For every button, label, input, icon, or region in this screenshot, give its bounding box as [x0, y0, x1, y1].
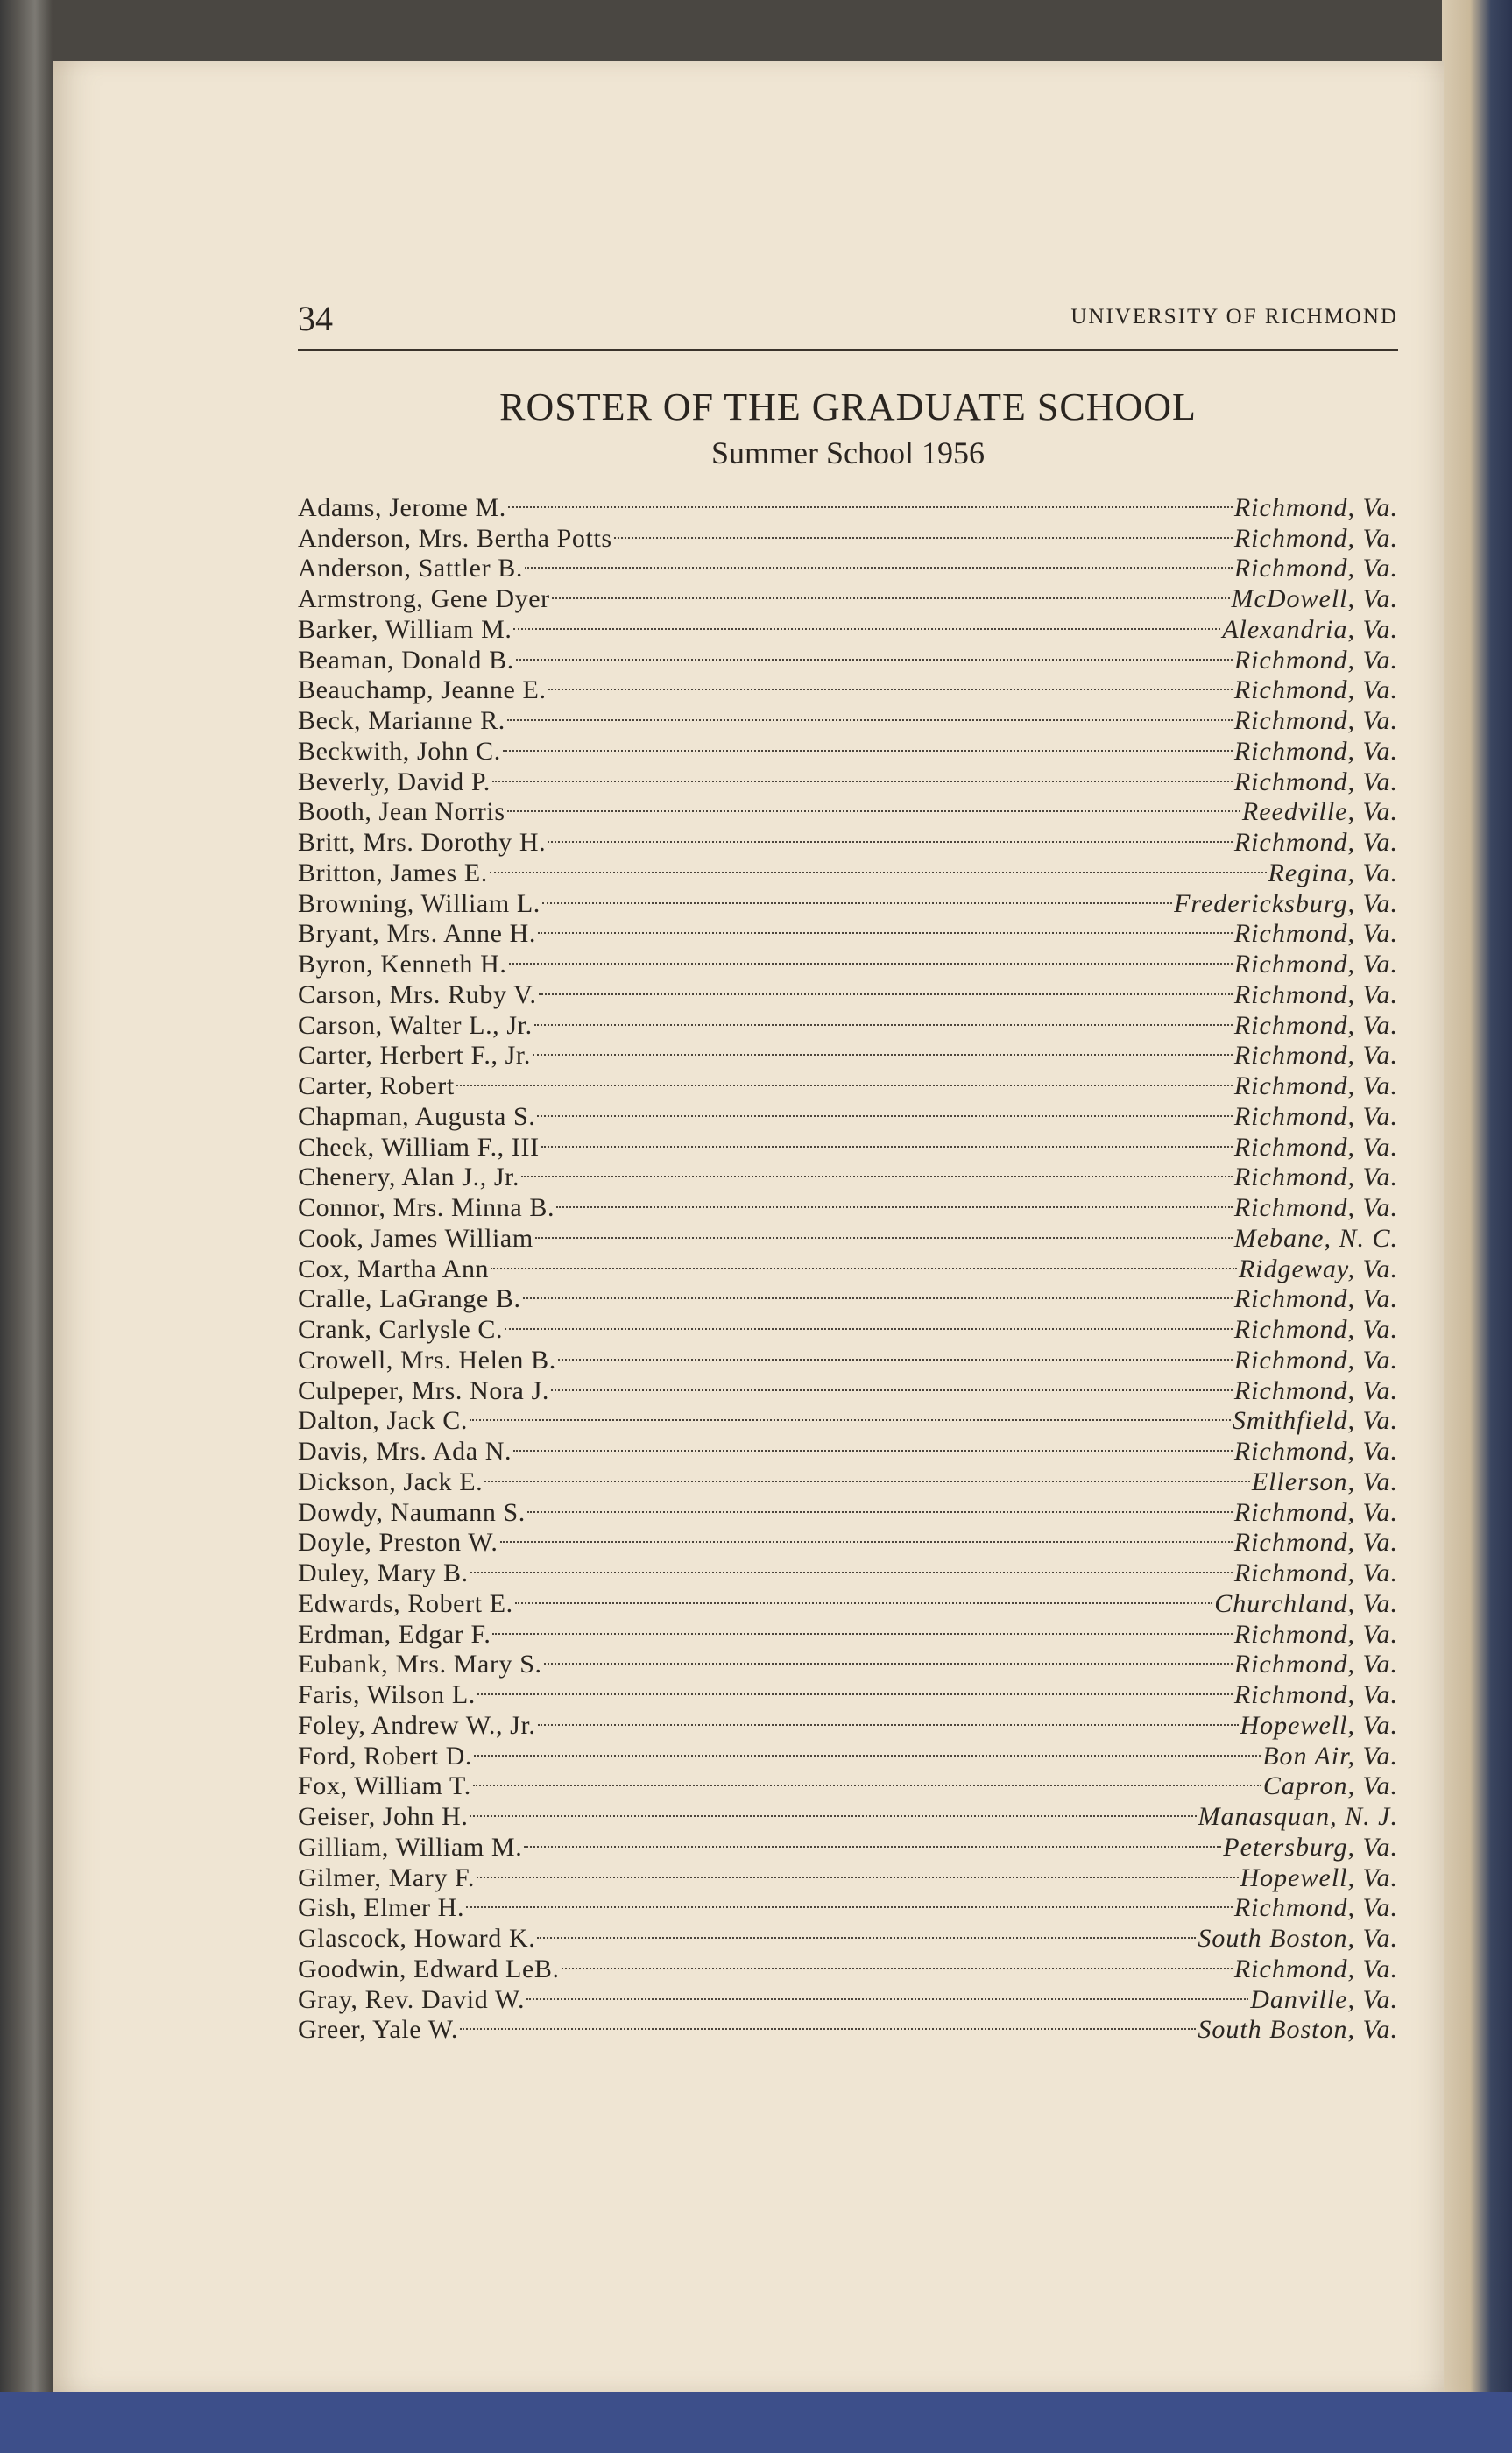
dot-leader — [537, 1916, 1196, 1947]
dot-leader — [524, 1825, 1221, 1856]
entry-place: Richmond, Va. — [1233, 1041, 1398, 1071]
entry-place: Danville, Va. — [1250, 1984, 1398, 2014]
entry-place: Richmond, Va. — [1233, 554, 1398, 583]
entry-name: Eubank, Mrs. Mary S. — [298, 1650, 542, 1679]
entry-name: Beckwith, John C. — [298, 736, 501, 766]
entry-place: Fredericksburg, Va. — [1174, 888, 1398, 918]
entry-place: Capron, Va. — [1262, 1771, 1398, 1801]
entry-name: Dowdy, Naumann S. — [298, 1497, 526, 1527]
entry-place: Richmond, Va. — [1233, 1497, 1398, 1527]
roster-heading — [298, 385, 1398, 473]
dot-leader — [527, 1490, 1233, 1521]
entry-place: Regina, Va. — [1268, 858, 1398, 887]
entry-name: Beaman, Donald B. — [298, 645, 514, 675]
dot-leader — [548, 668, 1233, 699]
entry-name: Davis, Mrs. Ada N. — [298, 1437, 512, 1466]
entry-name: Bryant, Mrs. Anne H. — [298, 919, 536, 949]
dot-leader — [562, 1947, 1233, 1977]
entry-name: Anderson, Mrs. Bertha Potts — [298, 523, 612, 553]
entry-place: Manasquan, N. J. — [1198, 1802, 1398, 1831]
entry-place: Richmond, Va. — [1233, 767, 1398, 796]
dot-leader — [535, 1216, 1233, 1247]
dot-leader — [558, 1338, 1233, 1368]
roster-entry — [298, 2008, 1398, 2045]
dot-leader — [534, 1003, 1233, 1034]
dot-leader — [544, 1643, 1233, 1673]
entry-place: Hopewell, Va. — [1240, 1863, 1398, 1892]
entry-place: Richmond, Va. — [1233, 1071, 1398, 1100]
dot-leader — [513, 607, 1220, 638]
roster-entry — [298, 1094, 1398, 1131]
entry-name: Gilliam, William M. — [298, 1832, 523, 1862]
entry-place: Petersburg, Va. — [1223, 1832, 1398, 1862]
entry-place: Richmond, Va. — [1233, 1315, 1398, 1344]
page-number: 34 — [298, 299, 333, 338]
entry-place: Reedville, Va. — [1241, 797, 1398, 827]
entry-place: Richmond, Va. — [1233, 1101, 1398, 1131]
entry-name: Cheek, William F., III — [298, 1132, 540, 1162]
dot-leader — [503, 729, 1233, 760]
dot-leader — [460, 2008, 1196, 2039]
dot-leader — [539, 972, 1233, 1003]
entry-name: Gish, Elmer H. — [298, 1893, 465, 1923]
entry-place: Richmond, Va. — [1233, 523, 1398, 553]
dot-leader — [470, 1399, 1231, 1430]
entry-name: Chapman, Augusta S. — [298, 1101, 536, 1131]
dot-leader — [538, 1703, 1239, 1734]
dot-leader — [456, 1064, 1233, 1094]
dot-leader — [513, 1429, 1233, 1460]
entry-name: Gilmer, Mary F. — [298, 1863, 476, 1892]
entry-place: Richmond, Va. — [1233, 1132, 1398, 1162]
entry-place: Richmond, Va. — [1233, 1619, 1398, 1649]
header-rule — [298, 349, 1398, 351]
dot-leader — [509, 942, 1233, 972]
entry-name: Carter, Herbert F., Jr. — [298, 1041, 531, 1071]
entry-place: Churchland, Va. — [1214, 1588, 1398, 1618]
entry-place: McDowell, Va. — [1231, 584, 1398, 613]
dot-leader — [492, 760, 1233, 790]
entry-name: Edwards, Robert E. — [298, 1588, 513, 1618]
entry-name: Goodwin, Edward LeB. — [298, 1954, 560, 1983]
dot-leader — [507, 790, 1240, 821]
dot-leader — [473, 1764, 1261, 1795]
entry-name: Connor, Mrs. Minna B. — [298, 1193, 555, 1222]
dot-leader — [533, 1034, 1233, 1064]
dot-leader — [491, 1247, 1237, 1277]
entry-name: Geiser, John H. — [298, 1802, 469, 1831]
entry-name: Carter, Robert — [298, 1071, 455, 1100]
entry-name: Beverly, David P. — [298, 767, 491, 796]
entry-place: Ridgeway, Va. — [1238, 1254, 1398, 1283]
dot-leader — [466, 1886, 1233, 1917]
entry-place: Richmond, Va. — [1233, 950, 1398, 979]
running-head — [298, 298, 1398, 347]
dot-leader — [477, 1672, 1233, 1703]
entry-place: Richmond, Va. — [1233, 1680, 1398, 1709]
entry-place: Richmond, Va. — [1233, 1375, 1398, 1405]
entry-name: Armstrong, Gene Dyer — [298, 584, 550, 613]
entry-place: Richmond, Va. — [1233, 1193, 1398, 1222]
entry-name: Browning, William L. — [298, 888, 541, 918]
entry-name: Booth, Jean Norris — [298, 797, 505, 827]
dot-leader — [470, 1794, 1196, 1825]
entry-place: South Boston, Va. — [1198, 1924, 1398, 1953]
entry-name: Byron, Kenneth H. — [298, 950, 507, 979]
entry-place: Hopewell, Va. — [1240, 1710, 1398, 1740]
dot-leader — [556, 1185, 1233, 1216]
dot-leader — [552, 576, 1230, 607]
dot-leader — [516, 638, 1233, 668]
entry-name: Adams, Jerome M. — [298, 492, 506, 522]
dot-leader — [614, 516, 1233, 547]
dot-leader — [492, 1612, 1232, 1643]
entry-place: Richmond, Va. — [1233, 1163, 1398, 1192]
entry-place: Bon Air, Va. — [1262, 1741, 1398, 1771]
dot-leader — [477, 1856, 1238, 1886]
dot-leader — [521, 1156, 1233, 1186]
entry-place: Richmond, Va. — [1233, 1437, 1398, 1466]
entry-place: Richmond, Va. — [1233, 675, 1398, 705]
dot-leader — [537, 1094, 1232, 1125]
entry-name: Beauchamp, Jeanne E. — [298, 675, 547, 705]
entry-place: Richmond, Va. — [1233, 645, 1398, 675]
running-title: UNIVERSITY OF RICHMOND — [1070, 305, 1398, 329]
dot-leader — [548, 820, 1233, 851]
entry-place: Smithfield, Va. — [1232, 1406, 1398, 1436]
entry-place: Richmond, Va. — [1233, 828, 1398, 857]
entry-name: Cox, Martha Ann — [298, 1254, 490, 1283]
entry-place: Richmond, Va. — [1233, 492, 1398, 522]
entry-name: Beck, Marianne R. — [298, 706, 505, 735]
entry-name: Cralle, LaGrange B. — [298, 1284, 521, 1314]
dot-leader — [541, 1125, 1233, 1156]
dot-leader — [525, 547, 1233, 577]
dot-leader — [526, 1977, 1248, 2008]
entry-name: Carson, Mrs. Ruby V. — [298, 979, 537, 1009]
dot-leader — [500, 1521, 1233, 1552]
entry-name: Britton, James E. — [298, 858, 488, 887]
dot-leader — [505, 1307, 1233, 1338]
entry-name: Britt, Mrs. Dorothy H. — [298, 828, 547, 857]
dot-leader — [523, 1277, 1233, 1308]
entry-name: Glascock, Howard K. — [298, 1924, 536, 1953]
entry-name: Barker, William M. — [298, 614, 512, 644]
dot-leader — [490, 851, 1267, 881]
entry-name: Chenery, Alan J., Jr. — [298, 1163, 520, 1192]
entry-place: Richmond, Va. — [1233, 919, 1398, 949]
roster-entry — [298, 485, 1398, 522]
entry-name: Cook, James William — [298, 1223, 533, 1253]
entry-name: Culpeper, Mrs. Nora J. — [298, 1375, 549, 1405]
entry-place: Richmond, Va. — [1233, 1010, 1398, 1040]
entry-place: Richmond, Va. — [1233, 706, 1398, 735]
dot-leader — [542, 881, 1172, 912]
dot-leader — [507, 698, 1233, 729]
dot-leader — [508, 485, 1233, 516]
entry-place: South Boston, Va. — [1198, 2015, 1398, 2045]
page-title: ROSTER OF THE GRADUATE SCHOOL — [499, 385, 1197, 428]
entry-name: Carson, Walter L., Jr. — [298, 1010, 533, 1040]
entry-place: Richmond, Va. — [1233, 1559, 1398, 1587]
roster-entry — [298, 1064, 1398, 1100]
entry-name: Crank, Carlysle C. — [298, 1315, 504, 1344]
entry-name: Anderson, Sattler B. — [298, 554, 523, 583]
page-subtitle: Summer School 1956 — [711, 435, 985, 470]
book-cover-cloth — [0, 2392, 1512, 2453]
entry-place: Richmond, Va. — [1233, 736, 1398, 766]
entry-place: Mebane, N. C. — [1233, 1223, 1398, 1253]
dot-leader — [551, 1368, 1233, 1399]
entry-name: Doyle, Preston W. — [298, 1528, 498, 1558]
entry-place: Richmond, Va. — [1233, 1893, 1398, 1923]
entry-name: Dalton, Jack C. — [298, 1406, 468, 1436]
book-edge — [1442, 0, 1512, 2453]
entry-place: Richmond, Va. — [1233, 1528, 1398, 1558]
entry-name: Fox, William T. — [298, 1771, 471, 1801]
entry-place: Ellerson, Va. — [1251, 1467, 1398, 1496]
entry-name: Foley, Andrew W., Jr. — [298, 1710, 536, 1740]
dot-leader — [484, 1460, 1250, 1490]
entry-place: Richmond, Va. — [1233, 1284, 1398, 1314]
entry-place: Richmond, Va. — [1233, 1345, 1398, 1375]
dot-leader — [474, 1734, 1261, 1764]
roster-list — [298, 485, 1398, 2045]
entry-place: Richmond, Va. — [1233, 1650, 1398, 1679]
entry-place: Richmond, Va. — [1233, 979, 1398, 1009]
entry-name: Ford, Robert D. — [298, 1741, 472, 1771]
entry-name: Dickson, Jack E. — [298, 1467, 484, 1496]
entry-place: Richmond, Va. — [1233, 1954, 1398, 1983]
dot-leader — [515, 1581, 1213, 1612]
dot-leader — [538, 912, 1233, 943]
entry-name: Greer, Yale W. — [298, 2015, 459, 2045]
entry-name: Faris, Wilson L. — [298, 1680, 476, 1709]
entry-name: Gray, Rev. David W. — [298, 1984, 526, 2014]
entry-name: Duley, Mary B. — [298, 1559, 469, 1587]
entry-name: Erdman, Edgar F. — [298, 1619, 491, 1649]
entry-place: Alexandria, Va. — [1222, 614, 1398, 644]
dot-leader — [470, 1551, 1233, 1581]
entry-name: Crowell, Mrs. Helen B. — [298, 1345, 556, 1375]
